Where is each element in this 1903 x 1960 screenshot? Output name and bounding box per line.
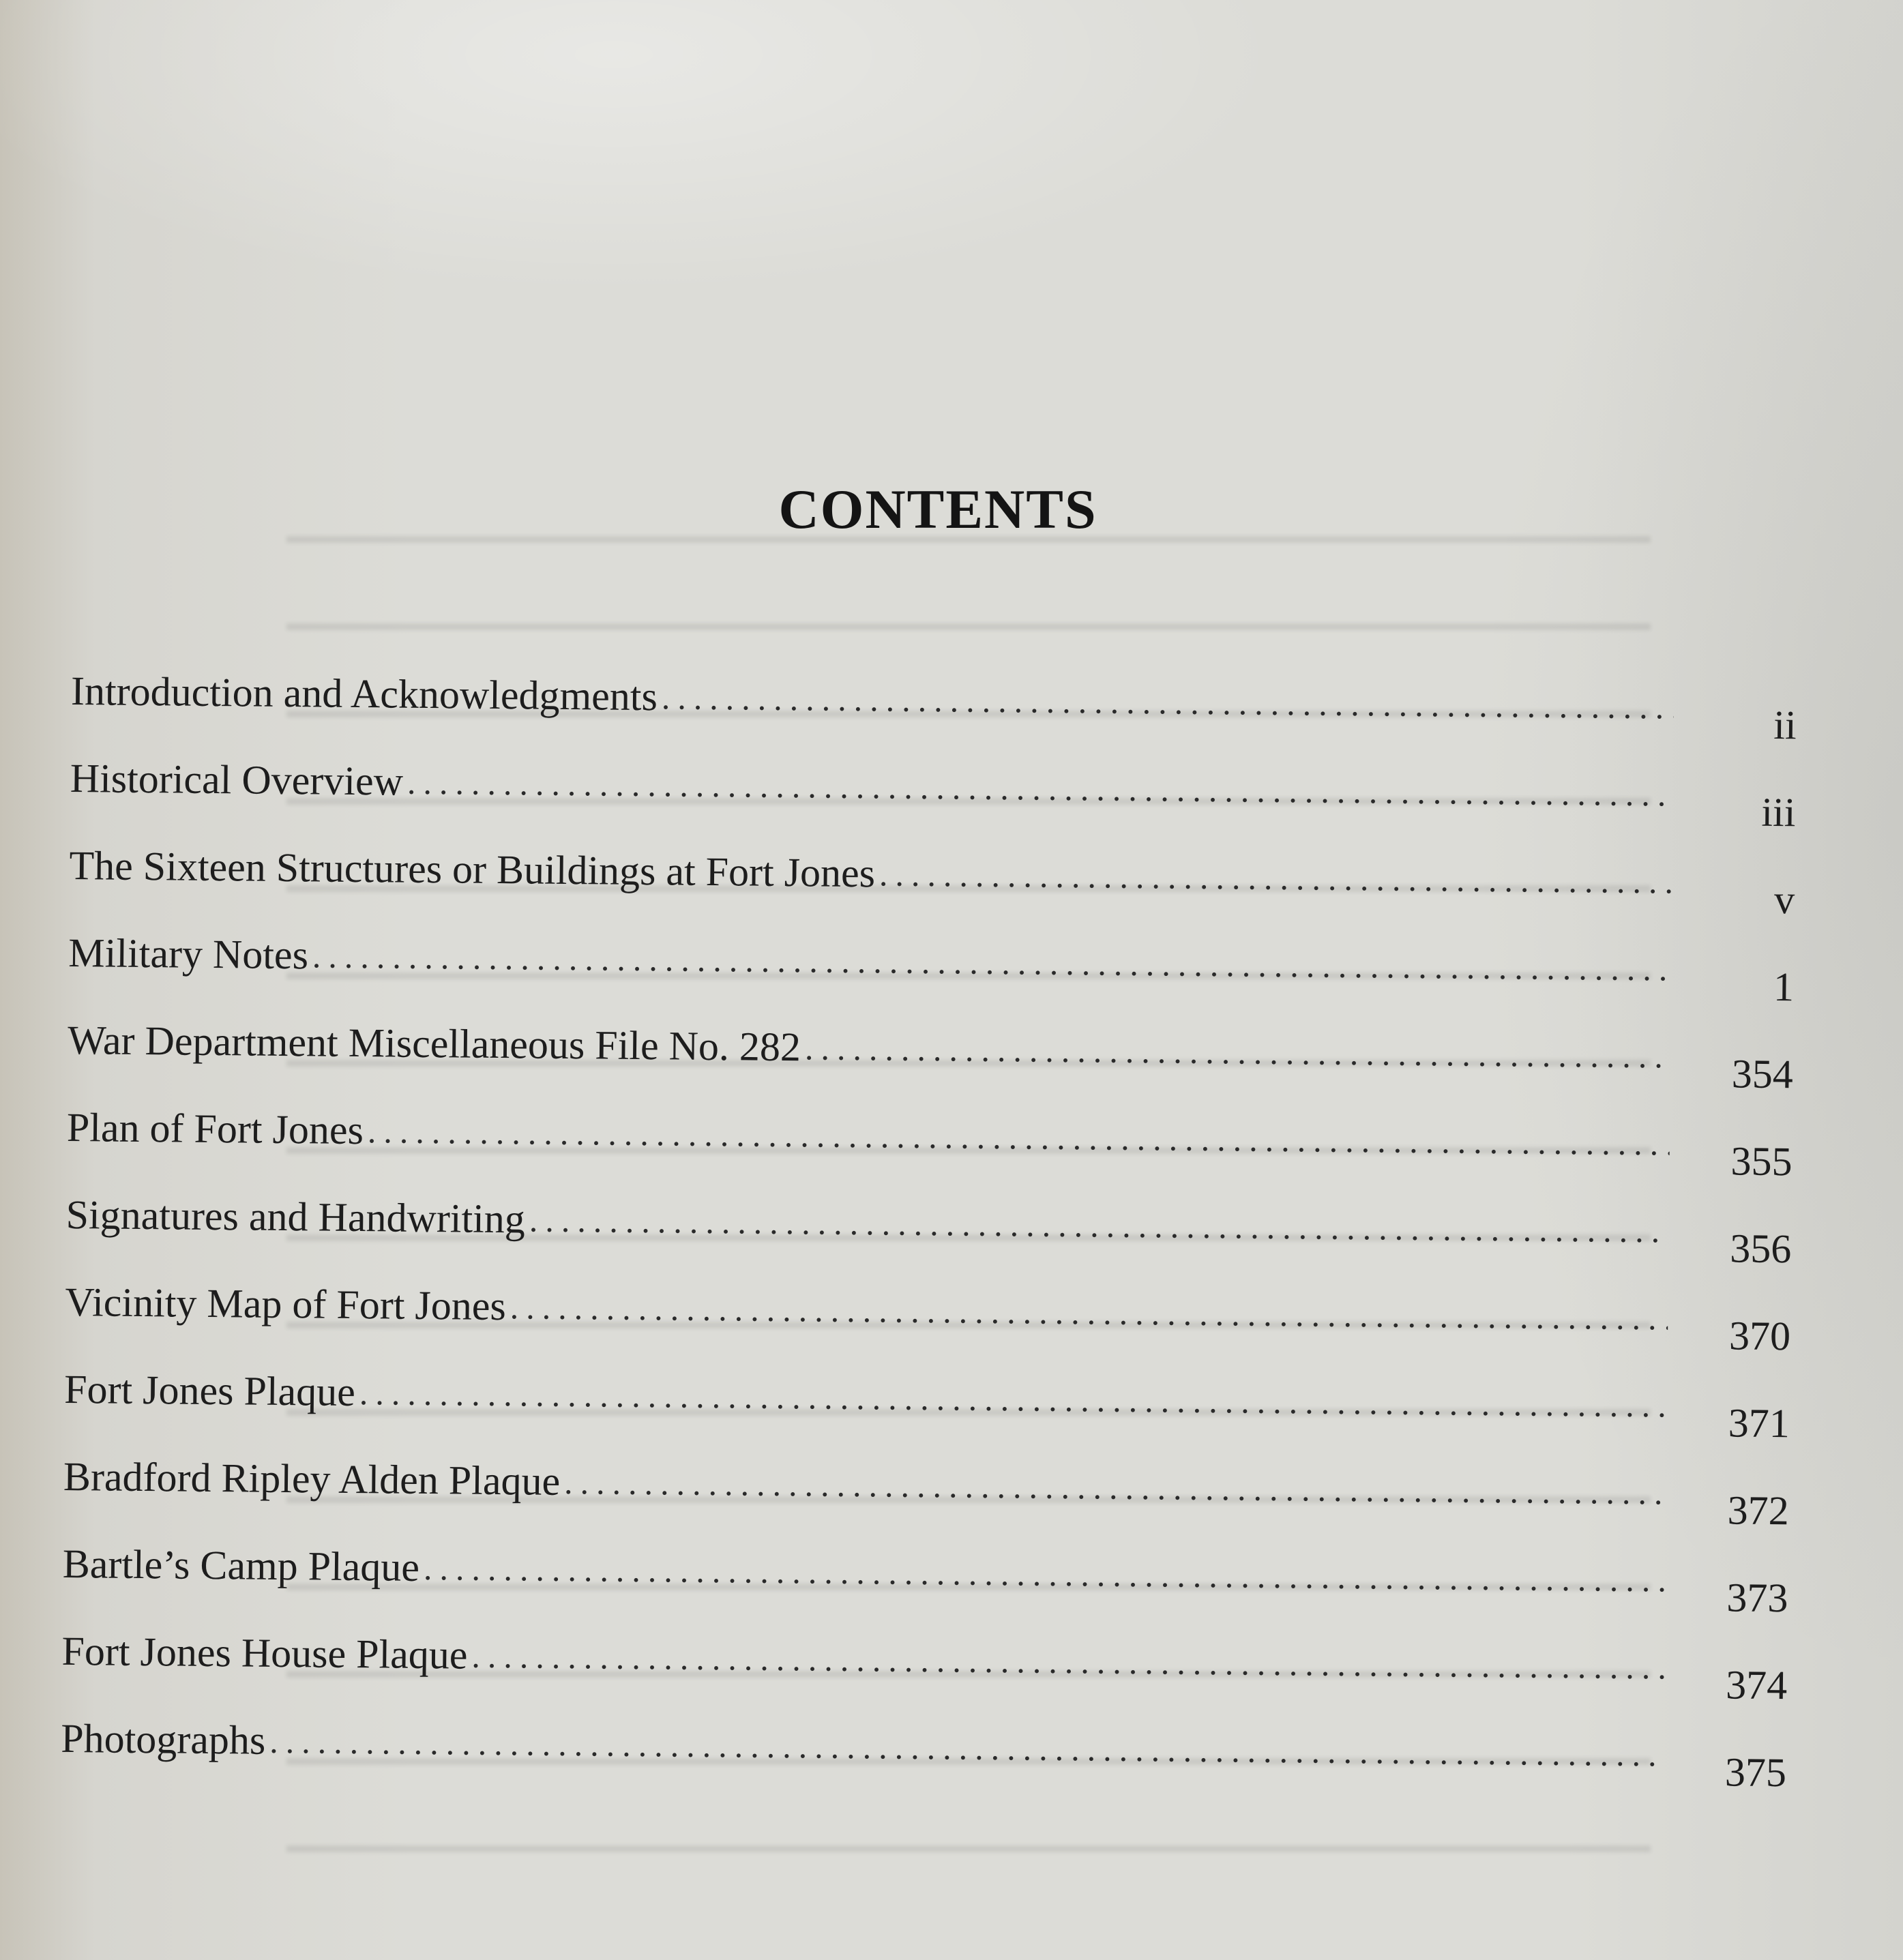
toc-entry — [61, 1584, 1788, 1708]
toc-entry-title: Military Notes — [68, 930, 309, 978]
toc-entry-page: 354 — [1731, 1051, 1794, 1097]
toc-entry-title: The Sixteen Structures or Buildings at Fort Jones — [69, 842, 876, 896]
toc-entry-page: 375 — [1724, 1749, 1787, 1796]
toc-entry-page: 1 — [1773, 964, 1795, 1010]
toc-entry-title: Signatures and Handwriting — [65, 1191, 526, 1242]
toc-entry — [65, 1148, 1792, 1272]
toc-entry-title: Fort Jones House Plaque — [61, 1628, 468, 1678]
page-title: CONTENTS — [778, 478, 1097, 540]
toc-entry — [69, 799, 1795, 923]
dot-leader — [805, 1030, 1671, 1073]
toc-entry-page: 371 — [1728, 1400, 1790, 1446]
toc-entry-title: Introduction and Acknowledgments — [70, 668, 658, 719]
toc-entry-page: 356 — [1730, 1226, 1792, 1272]
toc-entry-title: Plan of Fort Jones — [66, 1104, 364, 1153]
toc-entry-title: Photographs — [60, 1715, 266, 1763]
toc-entry-page: 355 — [1730, 1138, 1793, 1185]
toc-entry — [63, 1410, 1790, 1534]
toc-entry-page: 372 — [1727, 1487, 1789, 1534]
toc-entry-page: 370 — [1728, 1313, 1791, 1359]
toc-entry-title: Bartle’s Camp Plaque — [62, 1541, 420, 1590]
toc-entry — [70, 711, 1797, 835]
toc-entry-page: ii — [1773, 702, 1797, 748]
toc-entry — [68, 886, 1795, 1010]
toc-entry-page: iii — [1761, 789, 1796, 835]
dot-leader — [269, 1724, 1664, 1772]
toc-entry-title: Bradford Ripley Alden Plaque — [63, 1453, 561, 1504]
toc-entry — [67, 973, 1794, 1097]
toc-entry — [62, 1497, 1788, 1621]
toc-entry — [63, 1322, 1790, 1446]
toc-entry-page: 373 — [1726, 1575, 1788, 1621]
toc-entry-page: 374 — [1725, 1662, 1788, 1708]
toc-entry-title: Historical Overview — [70, 755, 404, 804]
toc-entry-page: v — [1773, 876, 1795, 923]
toc-entry — [66, 1060, 1793, 1185]
toc-entry-title: Vicinity Map of Fort Jones — [65, 1279, 507, 1329]
dot-leader — [879, 857, 1672, 898]
dot-leader — [662, 680, 1675, 724]
toc-entry-title: War Department Miscellaneous File No. 282 — [67, 1017, 801, 1070]
toc-entry — [65, 1235, 1791, 1359]
table-of-contents — [60, 624, 1797, 1796]
toc-entry — [70, 624, 1797, 748]
toc-entry-title: Fort Jones Plaque — [63, 1366, 356, 1415]
toc-entry — [60, 1672, 1787, 1796]
